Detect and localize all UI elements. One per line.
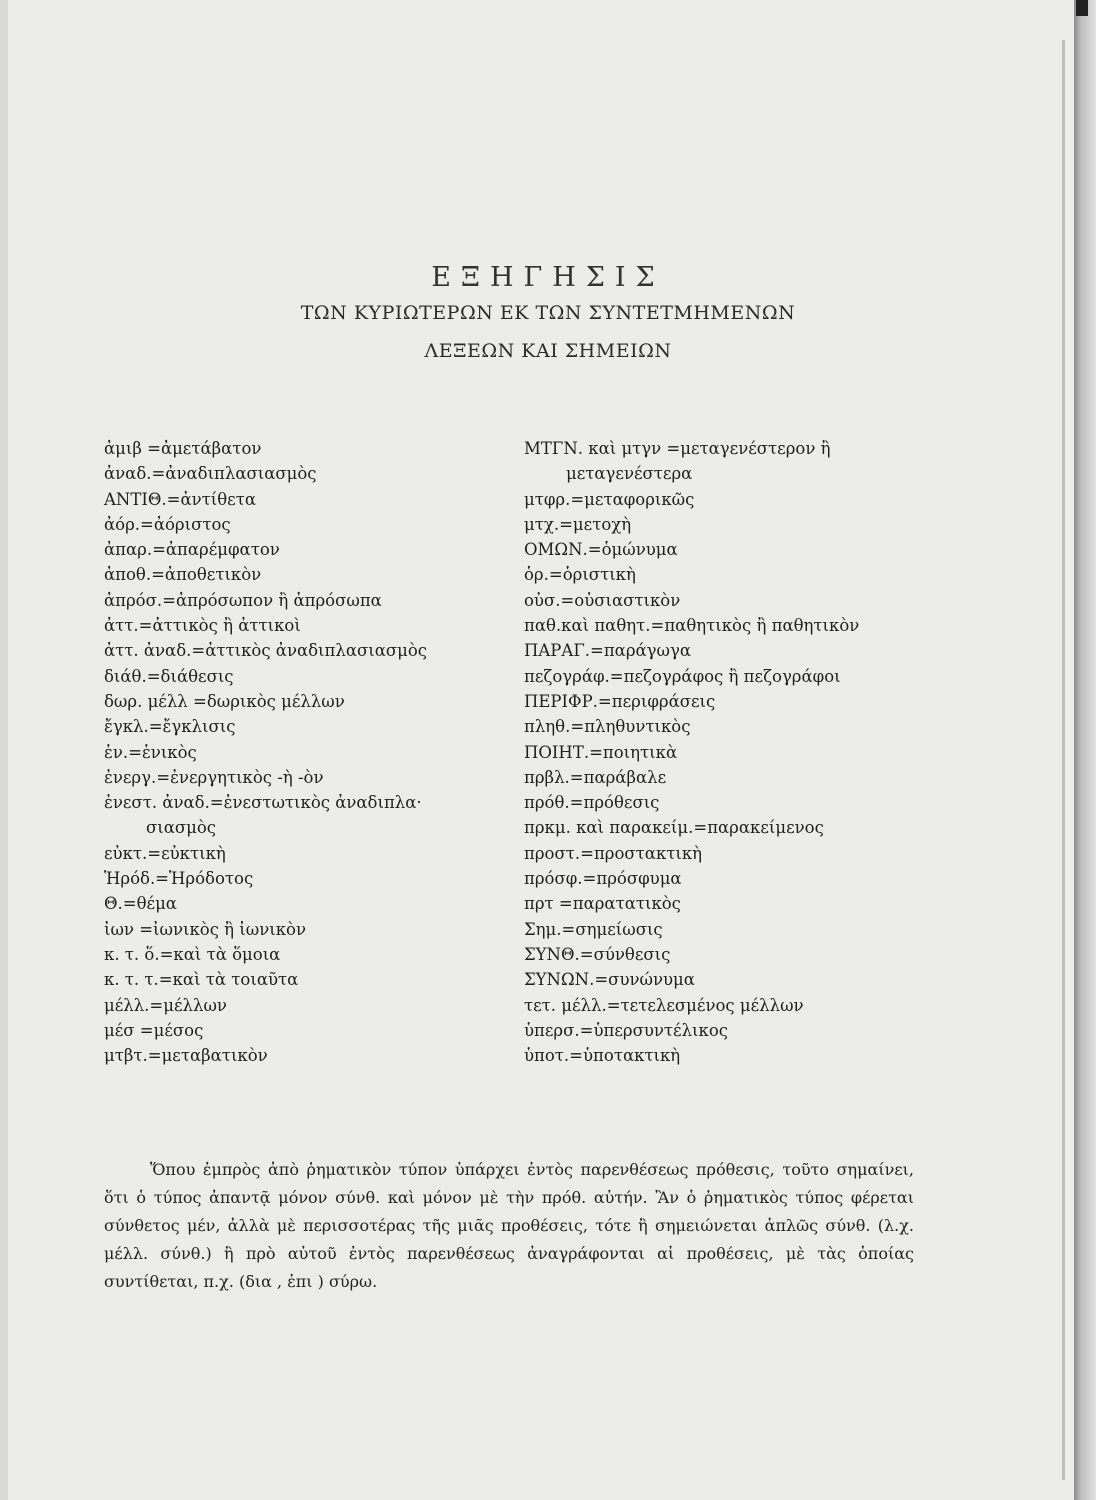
abbreviation-entry: ΠΕΡΙΦΡ.=περιφράσεις <box>524 691 716 711</box>
abbreviation-entry: δωρ. μέλλ =δωρικὸς μέλλων <box>104 691 345 711</box>
abbreviation-entry: ἀττ. ἀναδ.=ἀττικὸς ἀναδιπλασιασμὸς <box>104 641 428 661</box>
abbreviation-entry: παθ.καὶ παθητ.=παθητικὸς ἢ παθητικὸν <box>524 616 860 636</box>
abbreviation-entry: πεζογράφ.=πεζογράφος ἢ πεζογράφοι <box>524 666 841 686</box>
abbreviation-entry: μτβτ.=μεταβατικὸν <box>104 1046 268 1066</box>
page-edge-shadow <box>1074 0 1096 1500</box>
abbreviation-entry: μέσ =μέσος <box>104 1020 204 1040</box>
abbreviation-entry: ἐνεστ. ἀναδ.=ἐνεστωτικὸς ἀναδιπλα· <box>104 793 422 813</box>
abbreviation-entry: πρτ =παρατατικὸς <box>524 894 681 914</box>
abbreviations-right-column <box>524 436 944 1068</box>
abbreviation-entry: ΣΥΝΘ.=σύνθεσις <box>524 944 671 964</box>
abbreviation-entry: ΠΟΙΗΤ.=ποιητικὰ <box>524 742 678 762</box>
abbreviation-entry: ΠΑΡΑΓ.=παράγωγα <box>524 641 691 661</box>
explanatory-note: Ὅπου ἐμπρὸς ἀπὸ ῥηματικὸν τύπον ὑπάρχει ἐντὸς παρενθέσεως πρόθεσις, τοῦτο σημαίνει, ὅτι ὁ τύπος ἀπαντᾷ μόνον σύνθ. καὶ μόνον μὲ τὴν πρόθ. αὐτήν. Ἂν ὁ ῥηματικὸς τύπος φέρεται σύνθετος μέν, ἀλλὰ μὲ περισσοτέρας τῆς μιᾶς προθέσεις, τότε ἢ σημειώνεται ἁπλῶς σύνθ. (λ.χ. μέλλ. σύνθ.) ἢ πρὸ αὐτοῦ ἐντὸς παρενθέσεως ἀναγράφονται αἱ προθέσεις, μὲ τὰς ὁποίας συντίθεται, π.χ. (δια , ἐπι ) σύρω. <box>104 1160 914 1291</box>
abbreviation-entry: οὐσ.=οὐσιαστικὸν <box>524 590 681 610</box>
abbreviation-entry: ἀπρόσ.=ἀπρόσωπον ἢ ἀπρόσωπα <box>104 590 382 610</box>
abbreviation-entry-continuation: μεταγενέστερα <box>566 464 693 484</box>
abbreviation-entry: διάθ.=διάθεσις <box>104 666 234 686</box>
page-edge-line <box>1062 40 1065 1480</box>
abbreviation-entry: ἀποθ.=ἀποθετικὸν <box>104 565 262 585</box>
abbreviation-entry: ΑΝΤΙΘ.=ἀντίθετα <box>104 489 256 509</box>
page-title: ΕΞΗΓΗΣΙΣ <box>431 262 665 293</box>
abbreviation-entry: Σημ.=σημείωσις <box>524 919 663 939</box>
abbreviation-entry: τετ. μέλλ.=τετελεσμένος μέλλων <box>524 995 804 1015</box>
abbreviation-entry: ἀμιβ =ἀμετάβατον <box>104 439 262 458</box>
abbreviation-entry: μτχ.=μετοχὴ <box>524 514 632 534</box>
abbreviation-entry: ἰων =ἰωνικὸς ἢ ἰωνικὸν <box>104 919 307 939</box>
page-subtitle-line2: ΛΕΞΕΩΝ ΚΑΙ ΣΗΜΕΙΩΝ <box>424 340 672 362</box>
abbreviation-entry: μέλλ.=μέλλων <box>104 995 227 1015</box>
corner-mark <box>1076 0 1088 16</box>
abbreviations-left-column <box>104 436 504 1068</box>
abbreviation-entry: Θ.=θέμα <box>104 894 177 914</box>
abbreviation-entry: ἀπαρ.=ἀπαρέμφατον <box>104 540 280 560</box>
abbreviation-entry: ἐνεργ.=ἐνεργητικὸς -ὴ -ὸν <box>104 767 324 787</box>
abbreviation-entry: πρόσφ.=πρόσφυμα <box>524 869 682 889</box>
abbreviation-entry: πρόθ.=πρόθεσις <box>524 793 660 813</box>
abbreviation-entry: πρκμ. καὶ παρακείμ.=παρακείμενος <box>524 818 824 838</box>
abbreviation-entry: ὑπερσ.=ὑπερσυντέλικος <box>524 1020 728 1040</box>
abbreviation-entry: ἔγκλ.=ἔγκλισις <box>104 717 236 737</box>
abbreviation-entry: μτφρ.=μεταφορικῶς <box>524 489 695 509</box>
abbreviation-entry: πληθ.=πληθυντικὸς <box>524 717 691 737</box>
abbreviation-entry: ὑποτ.=ὑποτακτικὴ <box>524 1046 681 1066</box>
abbreviation-entry: ὁρ.=ὁριστικὴ <box>524 565 636 585</box>
abbreviation-entry-continuation: σιασμὸς <box>146 818 217 838</box>
abbreviation-entry: Ἡρόδ.=Ἡρόδοτος <box>104 869 254 889</box>
abbreviation-entry: προστ.=προστακτικὴ <box>524 843 703 863</box>
abbreviation-entry: πρβλ.=παράβαλε <box>524 767 667 787</box>
abbreviation-entry: ἀόρ.=ἀόριστος <box>104 514 231 534</box>
page-subtitle-line1: ΤΩΝ ΚΥΡΙΩΤΕΡΩΝ ΕΚ ΤΩΝ ΣΥΝΤΕΤΜΗΜΕΝΩΝ <box>300 302 796 324</box>
abbreviation-entry: ΜΤΓΝ. καὶ μτγν =μεταγενέστερον ἢ <box>524 439 831 458</box>
abbreviation-entry: ΟΜΩΝ.=ὁμώνυμα <box>524 540 678 560</box>
abbreviation-entry: κ. τ. ὅ.=καὶ τὰ ὅμοια <box>104 944 281 964</box>
abbreviation-entry: ἑν.=ἑνικὸς <box>104 742 197 762</box>
abbreviation-entry: ΣΥΝΩΝ.=συνώνυμα <box>524 970 695 990</box>
abbreviation-entry: ἀναδ.=ἀναδιπλασιασμὸς <box>104 464 317 484</box>
abbreviation-entry: ἀττ.=ἀττικὸς ἢ ἀττικοὶ <box>104 616 301 636</box>
abbreviation-entry: εὐκτ.=εὐκτικὴ <box>104 843 226 863</box>
abbreviation-entry: κ. τ. τ.=καὶ τὰ τοιαῦτα <box>104 970 299 990</box>
